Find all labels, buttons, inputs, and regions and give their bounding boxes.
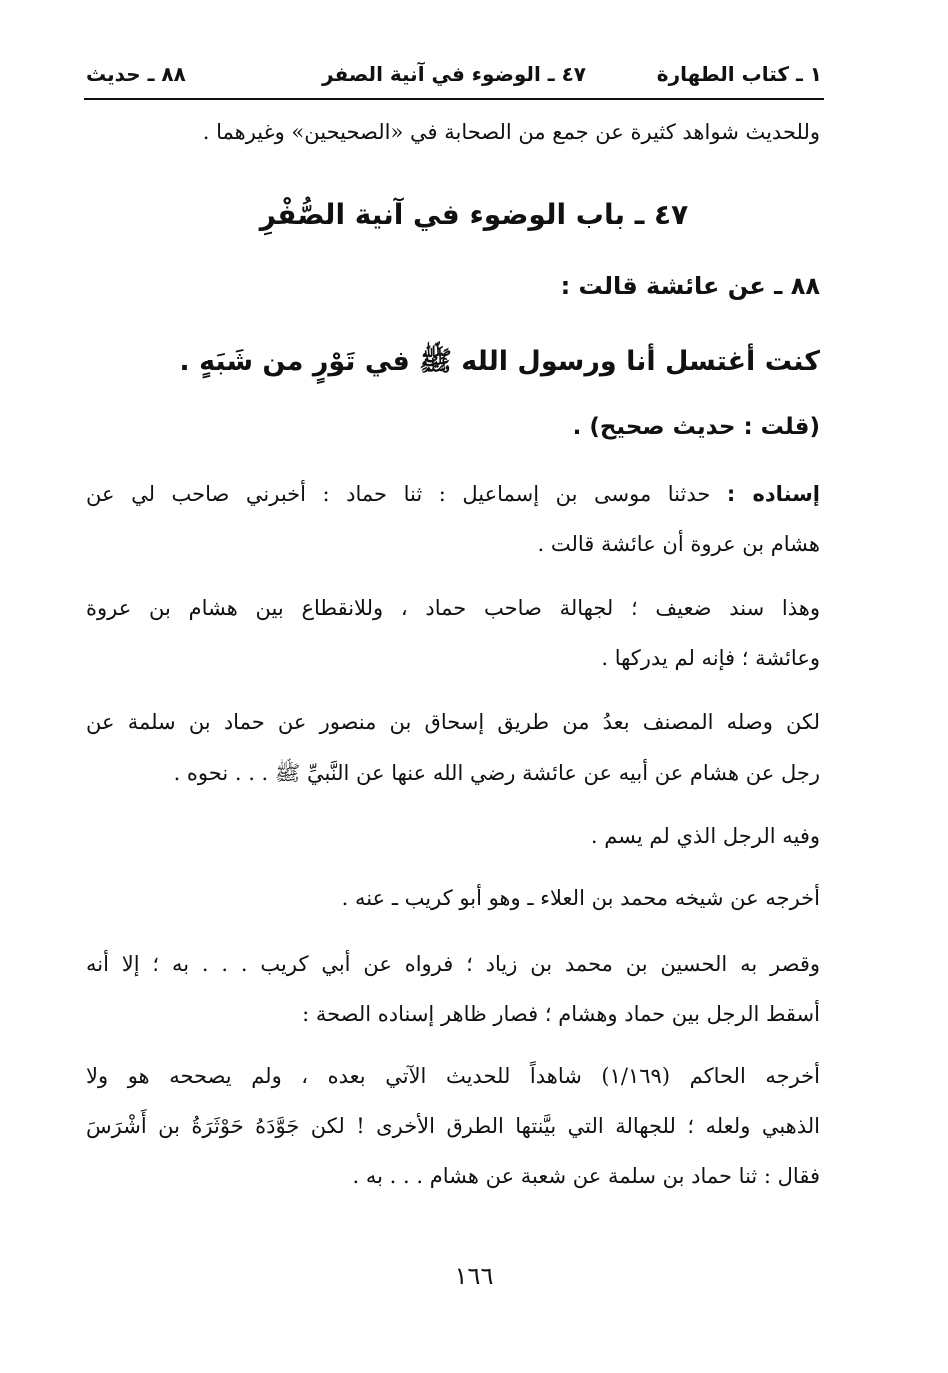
qasar-para-line-1: وقصر به الحسين بن محمد بن زياد ؛ فرواه عن أبي كريب . . . به ؛ إلا أنه	[86, 952, 820, 976]
qasar-para-line-2: أسقط الرجل بين حماد وهشام ؛ فصار ظاهر إسناده الصحة :	[302, 1002, 820, 1026]
intro-line: وللحديث شواهد كثيرة عن جمع من الصحابة في «الصحيحين» وغيرهما .	[202, 120, 820, 144]
connect-para-line-2: رجل عن هشام عن أبيه عن عائشة رضي الله عنها عن النَّبيِّ ﷺ . . . نحوه .	[173, 761, 820, 785]
connect-para-line-1: لكن وصله المصنف بعدُ من طريق إسحاق بن منصور عن حماد بن سلمة عن	[86, 710, 820, 734]
header-chapter-title: ٤٧ ـ الوضوء في آنية الصفر	[322, 62, 586, 86]
chapter-title: ٤٧ ـ باب الوضوء في آنية الصُّفْرِ	[259, 198, 689, 231]
isnad-line-1-text: حدثنا موسى بن إسماعيل : ثنا حماد : أخبرني صاحب لي عن	[86, 482, 711, 506]
hakim-para-line-2: الذهبي ولعله ؛ للجهالة التي بيَّنتها الطرق الأخرى ! لكن جَوَّدَهُ حَوْثَرَةُ بن أَشْرَسَ	[86, 1114, 820, 1138]
running-header	[84, 58, 824, 100]
hakim-para-line-3: فقال : ثنا حماد بن سلمة عن شعبة عن هشام . . . به .	[352, 1164, 820, 1188]
isnad-label: إسناده :	[726, 482, 820, 506]
header-hadith-number: ٨٨ ـ حديث	[86, 62, 186, 86]
unnamed-man-para: وفيه الرجل الذي لم يسم .	[590, 824, 820, 848]
weak-para-line-1: وهذا سند ضعيف ؛ لجهالة صاحب حماد ، وللانقطاع بين هشام بن عروة	[86, 596, 820, 620]
weak-para-line-2: وعائشة ؛ فإنه لم يدركها .	[601, 646, 820, 670]
isnad-line-1	[86, 482, 820, 506]
hadith-text: كنت أغتسل أنا ورسول الله ﷺ في تَوْرٍ من شَبَهٍ .	[179, 346, 820, 377]
grading-note: (قلت : حديث صحيح) .	[572, 414, 820, 440]
hakim-para-line-1: أخرجه الحاكم (١/١٦٩) شاهداً للحديث الآتي بعده ، ولم يصححه هو ولا	[86, 1064, 820, 1088]
header-book-title: ١ ـ كتاب الطهارة	[656, 62, 822, 86]
hadith-heading: ٨٨ ـ عن عائشة قالت :	[560, 272, 820, 300]
shaykh-para: أخرجه عن شيخه محمد بن العلاء ـ وهو أبو كريب ـ عنه .	[341, 886, 820, 910]
isnad-line-2: هشام بن عروة أن عائشة قالت .	[537, 532, 820, 556]
page-number: ١٦٦	[454, 1262, 494, 1290]
